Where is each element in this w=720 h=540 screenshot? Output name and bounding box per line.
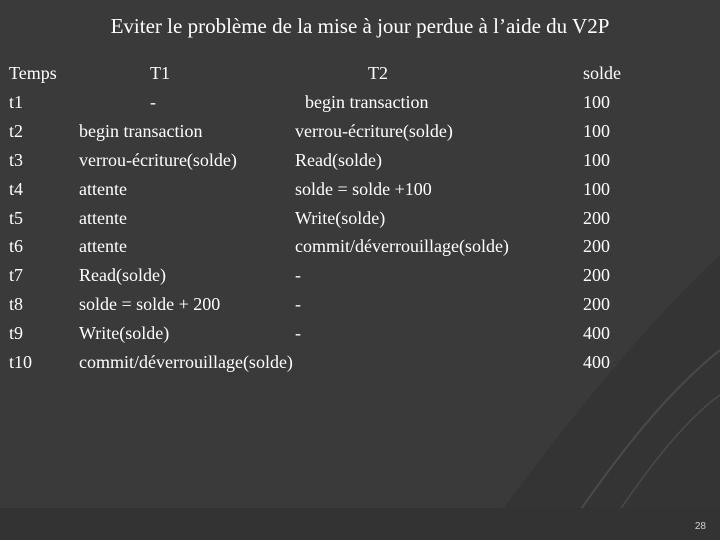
cell-temps: t2 <box>9 120 24 141</box>
cell-t2: verrou-écriture(solde) <box>295 120 453 141</box>
cell-t1: Read(solde) <box>79 265 166 286</box>
cell-temps: t8 <box>9 294 24 315</box>
cell-temps: t10 <box>9 352 33 372</box>
cell-t2: solde = solde +100 <box>295 178 432 199</box>
cell-t2: - <box>295 294 301 315</box>
cell-solde: 100 <box>583 149 610 170</box>
cell-t1: solde = solde + 200 <box>79 294 221 315</box>
cell-solde: 400 <box>583 323 610 344</box>
slide-title: Eviter le problème de la mise à jour perdue à l’aide du V2P <box>110 14 610 38</box>
cell-temps: t7 <box>9 265 24 286</box>
cell-t1: Write(solde) <box>79 323 170 344</box>
cell-t2: - <box>295 323 301 344</box>
header-t1: T1 <box>150 63 170 83</box>
cell-solde: 200 <box>583 265 610 286</box>
cell-solde: 100 <box>583 178 610 199</box>
cell-temps: t6 <box>9 236 24 257</box>
cell-solde: 200 <box>583 236 610 257</box>
header-solde: solde <box>583 63 621 83</box>
cell-t1: attente <box>79 207 127 228</box>
cell-t2: commit/déverrouillage(solde) <box>295 236 509 257</box>
cell-t1: verrou-écriture(solde) <box>79 149 237 170</box>
cell-solde: 100 <box>583 91 610 112</box>
cell-t1: - <box>150 91 156 112</box>
cell-solde: 100 <box>583 120 610 141</box>
cell-temps: t3 <box>9 149 24 170</box>
header-t2: T2 <box>368 63 388 83</box>
cell-t1: attente <box>79 236 127 257</box>
cell-solde: 200 <box>583 294 610 315</box>
cell-temps: t4 <box>9 178 24 199</box>
cell-temps: t1 <box>9 91 24 112</box>
cell-t2: Write(solde) <box>295 207 386 228</box>
cell-t1: commit/déverrouillage(solde) <box>79 352 293 372</box>
cell-solde: 200 <box>583 207 610 228</box>
cell-t1: attente <box>79 178 127 199</box>
header-temps: Temps <box>9 63 57 83</box>
cell-t2: Read(solde) <box>295 149 382 170</box>
cell-t2: begin transaction <box>305 91 429 112</box>
page-number: 28 <box>694 521 706 532</box>
cell-t2: - <box>295 265 301 286</box>
cell-temps: t9 <box>9 323 24 344</box>
cell-t1: begin transaction <box>79 120 203 141</box>
cell-temps: t5 <box>9 207 24 228</box>
cell-solde: 400 <box>583 352 610 372</box>
